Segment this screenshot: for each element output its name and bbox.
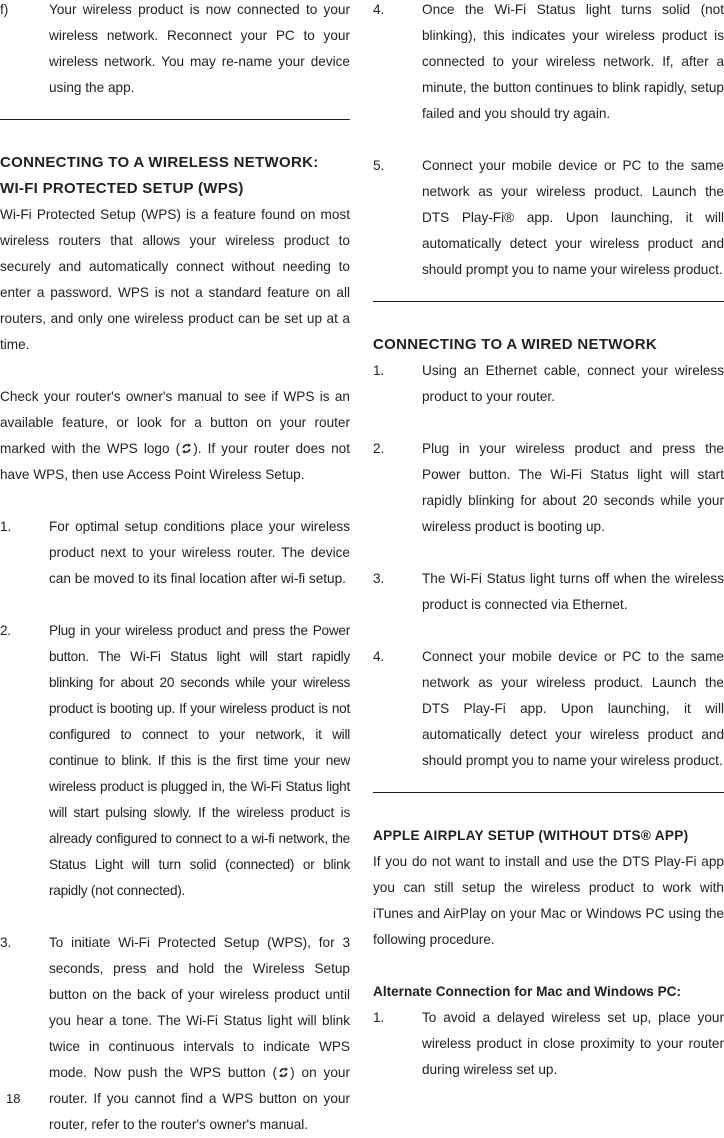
wps-intro: Wi-Fi Protected Setup (WPS) is a feature found on most wireless routers that allows your wireless product to securely and automatically connect without needing to enter a password. WPS is not a standard feature on all routers, and only one wireless product can be set up at a time. bbox=[0, 207, 350, 352]
step-text: For optimal setup conditions place your wireless product next to your wireless router. The device can be moved to its final location after wi-fi setup. bbox=[49, 519, 350, 586]
step-text: Once the Wi-Fi Status light turns solid (not blinking), this indicates your wireless product is connected to your wireless network. If, after a minute, the button continues to blink rapidly, setup failed and you should try again. bbox=[422, 2, 724, 121]
wps-logo-icon bbox=[180, 442, 193, 455]
page-number: 18 bbox=[6, 1091, 21, 1106]
step-number: 2. bbox=[0, 623, 11, 638]
wired-step-1 bbox=[373, 358, 724, 410]
wps-logo-icon bbox=[277, 1066, 290, 1079]
wps-step-5 bbox=[373, 153, 724, 283]
step-text-after: ) on your router. If you cannot find a WPS button on your router, refer to the router's owner's manual. bbox=[49, 1065, 351, 1132]
wps-heading-line2: WI-FI PROTECTED SETUP (WPS) bbox=[0, 180, 244, 197]
wps-heading-line1: CONNECTING TO A WIRELESS NETWORK: bbox=[0, 154, 319, 171]
step-number: 1. bbox=[0, 519, 12, 534]
wps-step-3 bbox=[0, 930, 350, 1138]
step-text: Connect your mobile device or PC to the same network as your wireless product. Launch the DTS Play-Fi® app. Upon launching, it will automatically detect your wireless product and should prompt you to name your wireless product. bbox=[422, 158, 724, 277]
wps-step-4 bbox=[373, 0, 724, 127]
step-text: Connect your mobile device or PC to the same network as your wireless product. Launch the DTS Play-Fi app. Upon launching, it will automatically detect your wireless product and should prompt you to name your wireless product. bbox=[422, 649, 724, 768]
step-number: 4. bbox=[373, 649, 385, 664]
left-column bbox=[0, 0, 350, 1138]
step-number: 3. bbox=[373, 571, 385, 586]
step-number: 2. bbox=[373, 441, 385, 456]
step-f-text: Your wireless product is now connected to your wireless network. Reconnect your PC to your wireless network. You may re-name your device using the app. bbox=[49, 2, 350, 95]
check-text-before: Check your router's owner's manual to see if WPS is an available feature, or look for a button on your router marked with the WPS logo ( bbox=[0, 389, 350, 456]
check-text-after: ). If your router does not have WPS, then use Access Point Wireless Setup. bbox=[0, 441, 350, 482]
step-number: 1. bbox=[373, 1010, 385, 1025]
step-text: Using an Ethernet cable, connect your wireless product to your router. bbox=[422, 363, 724, 404]
wps-step-1 bbox=[0, 514, 350, 592]
alt-step-1 bbox=[373, 1005, 724, 1083]
wps-step-2 bbox=[0, 618, 350, 904]
step-f-label: f) bbox=[0, 2, 9, 17]
step-number: 3. bbox=[0, 935, 12, 950]
airplay-intro: If you do not want to install and use the DTS Play-Fi app you can still setup the wireless product to work with iTunes and AirPlay on your Mac or Windows PC using the following procedure. bbox=[373, 854, 724, 947]
step-text: Plug in your wireless product and press the Power button. The Wi-Fi Status light will start rapidly blinking for about 20 seconds while your wireless product is booting up. If your wireless product is not configured to connect to your network, it will continue to blink. If this is the first time your new wireless product is plugged in, the Wi-Fi Status light will start pulsing slowly. If the wireless product is already configured to connect to a wi-fi network, the Status Light will turn solid (connected) or blink rapidly (not connected). bbox=[49, 623, 350, 898]
right-column bbox=[373, 0, 724, 1083]
step-text-before: To initiate Wi-Fi Protected Setup (WPS), for 3 seconds, press and hold the Wireless Setup button on the back of your wireless product until you hear a tone. The Wi-Fi Status light will blink twice in continuous intervals to indicate WPS mode. Now push the WPS button ( bbox=[49, 935, 350, 1080]
step-number: 5. bbox=[373, 158, 385, 173]
alt-connection-heading: Alternate Connection for Mac and Windows PC: bbox=[373, 984, 682, 999]
airplay-heading: APPLE AIRPLAY SETUP (WITHOUT DTS® APP) bbox=[373, 828, 689, 843]
step-number: 1. bbox=[373, 363, 385, 378]
wired-step-2 bbox=[373, 436, 724, 540]
step-text: Plug in your wireless product and press the Power button. The Wi-Fi Status light will start rapidly blinking for about 20 seconds while your wireless product is booting up. bbox=[422, 441, 724, 534]
wired-step-4 bbox=[373, 644, 724, 774]
wps-check-paragraph bbox=[0, 384, 350, 488]
wired-step-3 bbox=[373, 566, 724, 618]
wired-heading: CONNECTING TO A WIRED NETWORK bbox=[373, 336, 657, 353]
step-number: 4. bbox=[373, 2, 385, 17]
step-text: To avoid a delayed wireless set up, place your wireless product in close proximity to your router during wireless set up. bbox=[422, 1010, 724, 1077]
step-f bbox=[0, 0, 350, 101]
step-text: The Wi-Fi Status light turns off when the wireless product is connected via Ethernet. bbox=[422, 571, 724, 612]
